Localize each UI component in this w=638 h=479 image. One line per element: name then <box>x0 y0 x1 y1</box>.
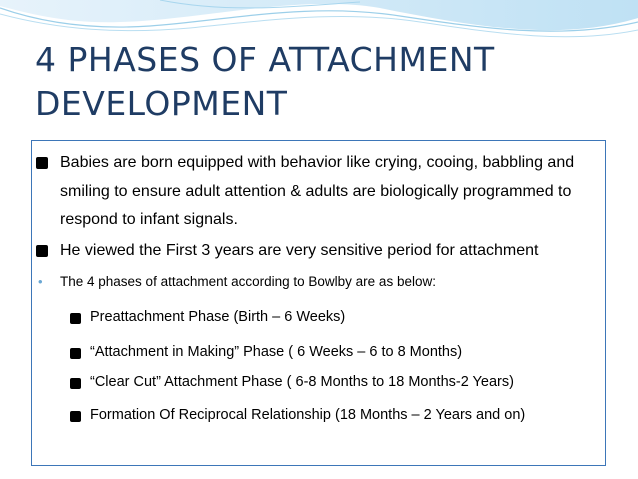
bullet-text: The 4 phases of attachment according to Bowlby are as below: <box>60 274 436 289</box>
slide-title-line-2: DEVELOPMENT <box>35 84 288 123</box>
square-bullet-icon <box>70 378 81 389</box>
phase-text: “Attachment in Making” Phase ( 6 Weeks – 6 to 8 Months) <box>90 344 463 360</box>
square-bullet-icon <box>70 348 81 359</box>
slide-title-line-1: 4 PHASES OF ATTACHMENT <box>35 40 495 79</box>
dot-bullet-icon: • <box>38 274 43 289</box>
slide-title <box>35 38 495 126</box>
phase-text: Preattachment Phase (Birth – 6 Weeks) <box>90 309 346 325</box>
square-bullet-icon <box>36 245 48 257</box>
bullet-text: He viewed the First 3 years are very sensitive period for attachment <box>60 242 539 259</box>
square-bullet-icon <box>36 157 48 169</box>
square-bullet-icon <box>70 313 81 324</box>
square-bullet-icon <box>70 411 81 422</box>
content-box <box>31 140 606 466</box>
phase-text: “Clear Cut” Attachment Phase ( 6-8 Months to 18 Months-2 Years) <box>90 374 514 390</box>
bullet-text: Babies are born equipped with behavior like crying, cooing, babbling and smiling to ensure adult attention & adults are biologically programmed to respond to infant signals. <box>60 154 575 228</box>
phase-text: Formation Of Reciprocal Relationship (18 Months – 2 Years and on) <box>90 407 526 423</box>
